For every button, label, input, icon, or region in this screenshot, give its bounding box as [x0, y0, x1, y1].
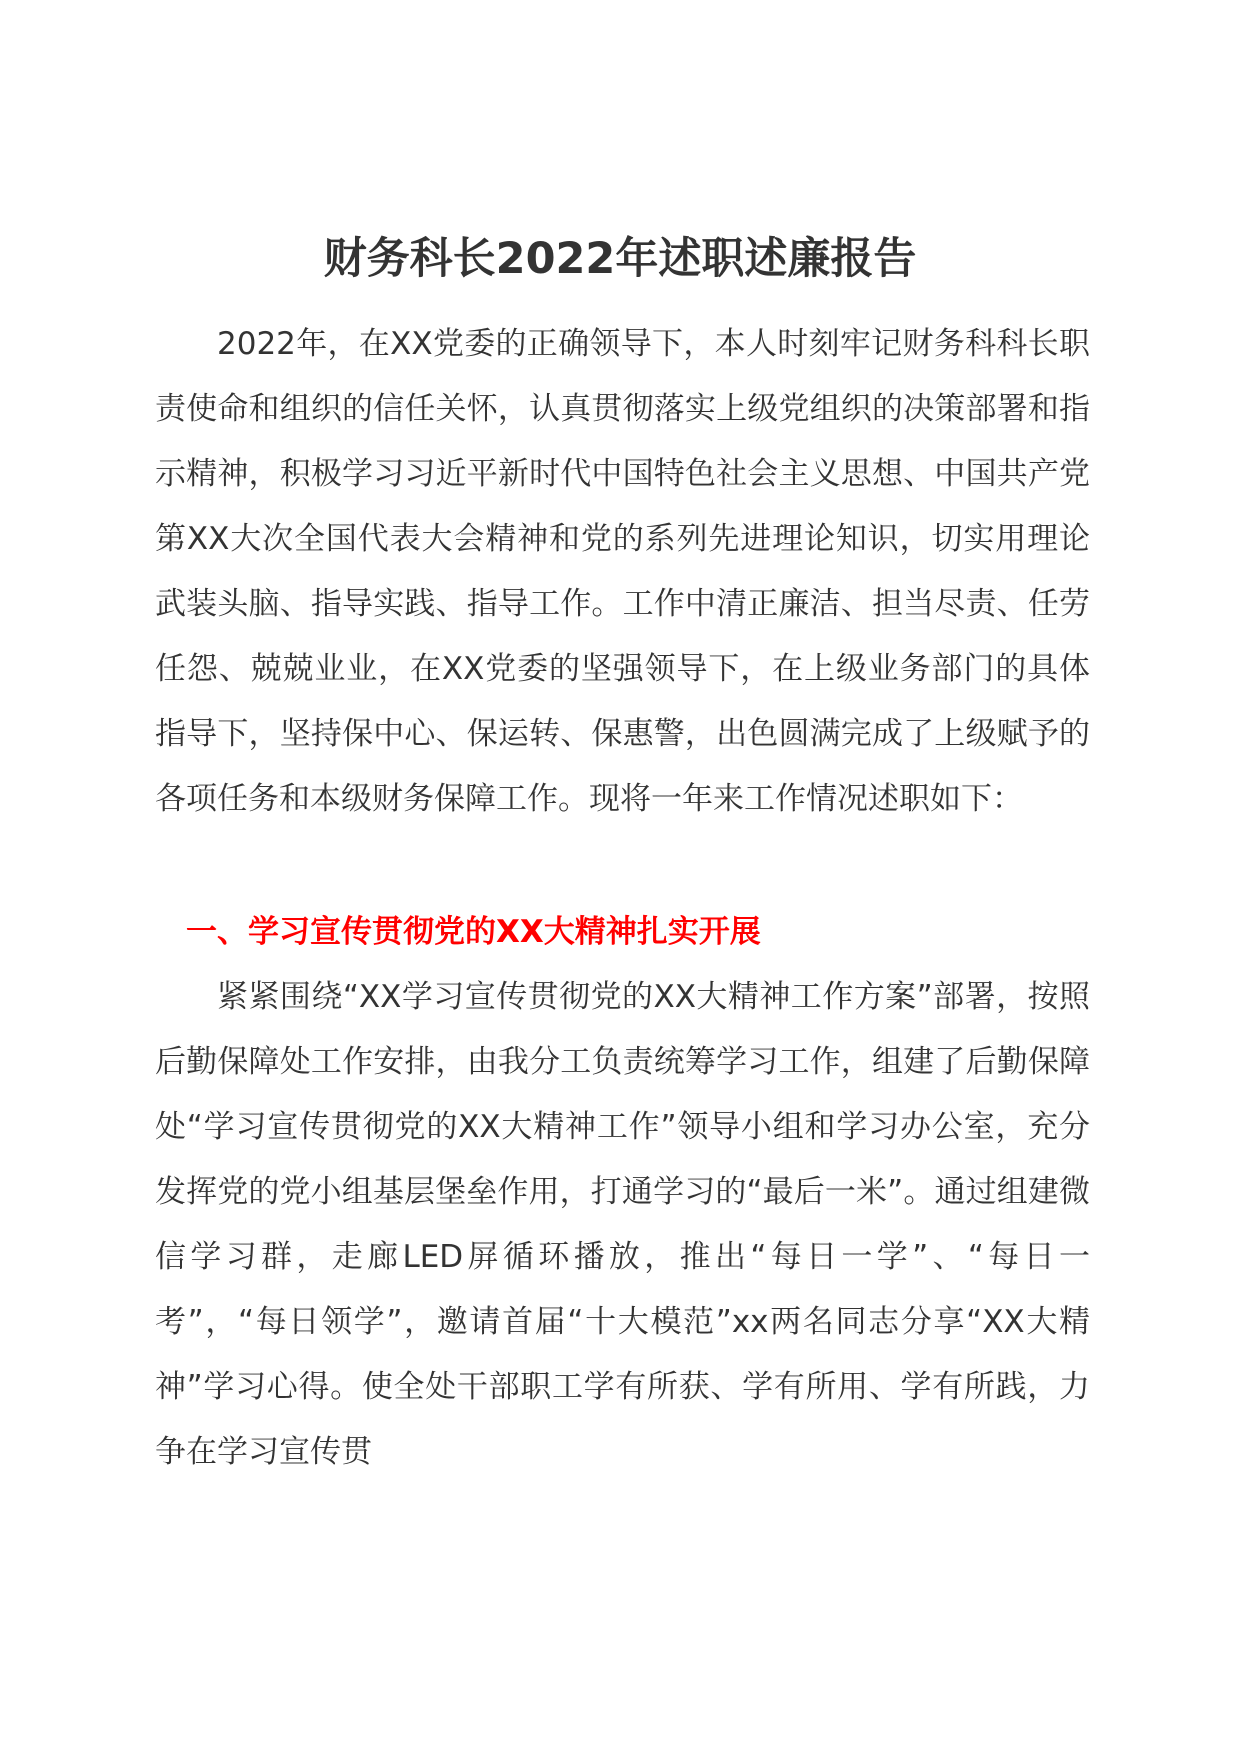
intro-paragraph: 2022年，在XX党委的正确领导下，本人时刻牢记财务科科长职责使命和组织的信任关怀，认真贯彻落实上级党组织的决策部署和指示精神，积极学习习近平新时代中国特色社会主义思想、中国共产党第XX大次全国代表大会精神和党的系列先进理论知识，切实用理论武装头脑、指导实践、指导工作。工作中清正廉洁、担当尽责、任劳任怨、兢兢业业，在XX党委的坚强领导下，在上级业务部门的具体指导下，坚持保中心、保运转、保惠警，出色圆满完成了上级赋予的各项任务和本级财务保障工作。现将一年来工作情况述职如下：	[155, 326, 1090, 817]
section-1-paragraph: 紧紧围绕“XX学习宣传贯彻党的XX大精神工作方案”部署，按照后勤保障处工作安排，由我分工负责统筹学习工作，组建了后勤保障处“学习宣传贯彻党的XX大精神工作”领导小组和学习办公室，充分发挥党的党小组基层堡垒作用，打通学习的“最后一米”。通过组建微信学习群，走廊LED屏循环播放，推出“每日一学”、“每日一考”，“每日领学”，邀请首届“十大模范”xx两名同志分享“XX大精神”学习心得。使全处干部职工学有所获、学有所用、学有所践，力争在学习宣传贯	[155, 979, 1090, 1470]
document-title: 财务科长2022年述职述廉报告	[323, 234, 917, 284]
section-heading-1: 一、学习宣传贯彻党的XX大精神扎实开展	[186, 914, 761, 950]
